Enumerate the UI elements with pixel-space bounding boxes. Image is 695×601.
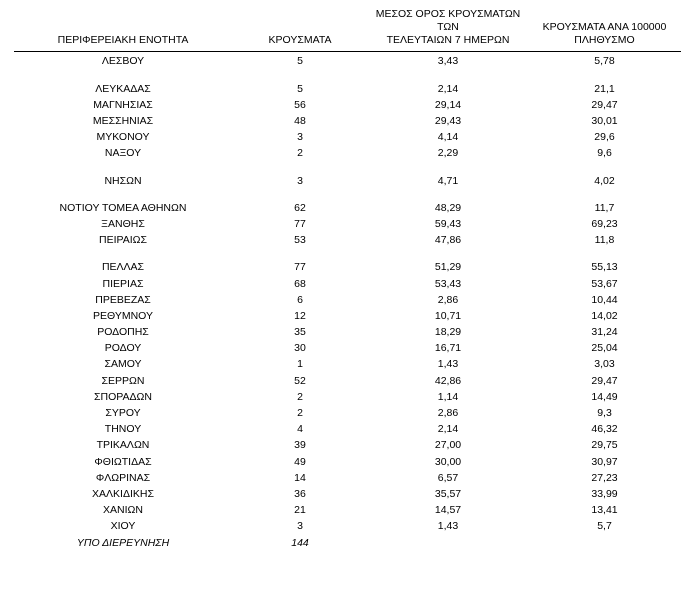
table-row — [14, 81, 681, 97]
cell-cases: 1 — [297, 358, 303, 371]
cell-cases: 68 — [294, 277, 306, 290]
table-body — [14, 52, 681, 551]
cell-per100k: 13,41 — [591, 504, 618, 517]
cell-average7days: 1,43 — [437, 358, 459, 371]
column-header-average7days-line2: ΤΕΛΕΥΤΑΙΩΝ 7 ΗΜΕΡΩΝ — [386, 34, 510, 47]
cell-average7days: 48,29 — [434, 201, 462, 214]
cell-average7days: 30,00 — [434, 455, 462, 468]
cell-average7days: 51,29 — [434, 261, 462, 274]
table-row — [14, 356, 681, 372]
cell-per100k: 30,01 — [591, 115, 618, 127]
table-row — [14, 470, 681, 486]
cell-region: ΣΕΡΡΩΝ — [101, 374, 145, 387]
cell-per100k: 30,97 — [591, 455, 618, 468]
table-spacer-row — [14, 248, 681, 259]
column-header-region: ΠΕΡΙΦΕΡΕΙΑΚΗ ΕΝΟΤΗΤΑ — [14, 6, 232, 52]
cell-cases: 2 — [297, 390, 303, 403]
table-row — [14, 200, 681, 216]
cell-average7days: 10,71 — [434, 309, 462, 322]
cell-per100k: 5,78 — [594, 55, 615, 68]
column-header-per100k-line2: ΠΛΗΘΥΣΜΟ — [574, 34, 635, 47]
cell-per100k: 29,6 — [594, 131, 615, 144]
cell-cases: 4 — [297, 423, 303, 436]
cell-region: ΠΙΕΡΙΑΣ — [102, 277, 144, 290]
cell-per100k: 21,1 — [594, 82, 615, 95]
cell-region: ΜΥΚΟΝΟΥ — [96, 131, 150, 144]
cell-region: ΡΕΘΥΜΝΟΥ — [92, 309, 153, 322]
cell-average7days: 47,86 — [434, 234, 462, 247]
cell-average7days: 2,86 — [437, 293, 459, 306]
cell-region: ΤΡΙΚΑΛΩΝ — [96, 439, 150, 452]
table-row — [14, 216, 681, 232]
cell-region: ΞΑΝΘΗΣ — [101, 217, 145, 230]
cell-region: ΠΡΕΒΕΖΑΣ — [95, 293, 151, 306]
cell-average7days: 18,29 — [434, 326, 462, 339]
table-row — [14, 437, 681, 453]
table-spacer-row — [14, 189, 681, 200]
cell-average7days: 4,71 — [437, 174, 459, 187]
table-row — [14, 259, 681, 275]
cell-region: ΛΕΣΒΟΥ — [101, 55, 145, 68]
cell-average7days: 2,29 — [437, 147, 459, 160]
cell-cases: 30 — [294, 342, 306, 355]
column-header-per100k — [528, 6, 681, 52]
cell-average7days: 53,43 — [434, 277, 462, 290]
cell-per100k: 5,7 — [597, 520, 612, 533]
cell-region: ΦΘΙΩΤΙΔΑΣ — [94, 455, 152, 468]
table-row — [14, 275, 681, 291]
cell-per100k: 14,02 — [591, 309, 618, 322]
cell-region: ΧΙΟΥ — [110, 520, 136, 533]
cell-region: ΧΑΝΙΩΝ — [103, 504, 143, 517]
cell-cases: 56 — [294, 98, 306, 111]
cell-region: ΣΑΜΟΥ — [104, 358, 142, 371]
cell-cases: 12 — [294, 309, 306, 322]
cell-average7days: 27,00 — [434, 439, 462, 452]
cell-per100k: 9,6 — [597, 147, 612, 160]
cell-per100k: 33,99 — [591, 487, 618, 500]
cell-cases: 77 — [294, 261, 306, 274]
spacer-cell — [14, 248, 681, 259]
cell-region: ΧΑΛΚΙΔΙΚΗΣ — [92, 487, 154, 500]
cell-cases: 5 — [297, 82, 303, 95]
cell-region: ΠΕΛΛΑΣ — [101, 261, 145, 274]
cell-cases: 77 — [294, 217, 306, 230]
cell-average7days: 29,43 — [434, 115, 462, 127]
cell-average7days: 3,43 — [437, 55, 459, 68]
cell-average7days: 2,14 — [437, 82, 459, 95]
cell-per100k: 31,24 — [591, 326, 618, 339]
cell-per100k: 9,3 — [597, 407, 612, 419]
table-row — [14, 389, 681, 405]
spacer-cell — [14, 162, 681, 173]
cell-cases: 48 — [294, 115, 306, 127]
table-row — [14, 454, 681, 470]
spacer-cell — [14, 189, 681, 200]
cell-per100k: 29,75 — [591, 439, 618, 452]
table-row — [14, 534, 681, 550]
table-row — [14, 340, 681, 356]
cell-per100k: 14,49 — [591, 390, 618, 403]
spacer-cell — [14, 70, 681, 81]
table-row — [14, 518, 681, 534]
table-row — [14, 421, 681, 437]
cell-per100k: 11,7 — [594, 201, 615, 214]
cell-region: ΡΟΔΟΠΗΣ — [97, 326, 149, 339]
cell-cases: 144 — [291, 536, 309, 549]
cell-average7days: 1,14 — [437, 390, 459, 403]
table-header — [14, 6, 681, 52]
cell-per100k: 69,23 — [591, 217, 618, 230]
cell-per100k: 53,67 — [591, 277, 618, 290]
column-header-average7days-line1: ΜΕΣΟΣ ΟΡΟΣ ΚΡΟΥΣΜΑΤΩΝ ΤΩΝ — [375, 8, 521, 34]
cell-cases: 35 — [294, 326, 306, 339]
cell-region: ΝΑΞΟΥ — [104, 147, 142, 160]
cell-per100k: 10,44 — [591, 293, 618, 306]
table-row — [14, 405, 681, 421]
table-row — [14, 173, 681, 189]
cell-average7days — [368, 534, 528, 550]
cell-per100k: 29,47 — [591, 374, 618, 387]
cell-per100k: 11,8 — [594, 234, 615, 247]
cell-average7days: 2,14 — [437, 423, 459, 436]
cell-cases: 14 — [294, 471, 306, 484]
cell-per100k: 29,47 — [591, 98, 618, 111]
cell-cases: 6 — [297, 293, 303, 306]
cell-region: ΦΛΩΡΙΝΑΣ — [95, 471, 151, 484]
cell-cases: 21 — [294, 504, 306, 517]
cell-region: ΜΑΓΝΗΣΙΑΣ — [93, 98, 153, 111]
cell-per100k: 27,23 — [591, 471, 618, 484]
table-row — [14, 502, 681, 518]
cell-cases: 53 — [294, 234, 306, 247]
cell-per100k: 46,32 — [591, 423, 618, 436]
cell-average7days: 29,14 — [434, 98, 462, 111]
table-row — [14, 232, 681, 248]
cell-per100k: 25,04 — [591, 342, 618, 355]
cell-per100k — [528, 534, 681, 550]
cell-average7days: 6,57 — [437, 471, 459, 484]
column-header-cases: ΚΡΟΥΣΜΑΤΑ — [232, 6, 368, 52]
cell-region: ΛΕΥΚΑΔΑΣ — [95, 82, 151, 95]
table-row — [14, 486, 681, 502]
cell-average7days: 16,71 — [434, 342, 462, 355]
table-row — [14, 52, 681, 70]
cell-region: ΣΥΡΟΥ — [105, 407, 141, 419]
cases-table — [14, 6, 681, 551]
cell-cases: 3 — [297, 520, 303, 533]
cell-region: ΡΟΔΟΥ — [104, 342, 142, 355]
cell-cases: 5 — [297, 55, 303, 68]
cell-cases: 49 — [294, 455, 306, 468]
cell-average7days: 4,14 — [437, 131, 459, 144]
cell-cases: 2 — [297, 147, 303, 160]
cell-per100k: 55,13 — [591, 261, 618, 274]
cell-average7days: 59,43 — [434, 217, 462, 230]
cell-region: ΠΕΙΡΑΙΩΣ — [99, 234, 147, 247]
cell-region: ΝΟΤΙΟΥ ΤΟΜΕΑ ΑΘΗΝΩΝ — [59, 201, 187, 214]
cell-region: ΤΗΝΟΥ — [104, 423, 142, 436]
cell-average7days: 2,86 — [437, 407, 459, 419]
cell-average7days: 35,57 — [434, 487, 462, 500]
cell-cases: 52 — [294, 374, 306, 387]
cell-region: ΣΠΟΡΑΔΩΝ — [94, 390, 152, 403]
table-header-row — [14, 6, 681, 52]
table-row — [14, 129, 681, 145]
cell-region: ΜΕΣΣΗΝΙΑΣ — [92, 115, 154, 127]
table-row — [14, 373, 681, 389]
cell-per100k: 3,03 — [594, 358, 615, 371]
cell-cases: 62 — [294, 201, 306, 214]
column-header-average7days — [368, 6, 528, 52]
table-row — [14, 145, 681, 161]
cell-region: ΝΗΣΩΝ — [104, 174, 142, 187]
cell-cases: 2 — [297, 407, 303, 419]
cell-average7days: 42,86 — [434, 374, 462, 387]
cell-cases: 3 — [297, 131, 303, 144]
table-row — [14, 324, 681, 340]
cell-average7days: 14,57 — [434, 504, 462, 517]
cell-cases: 39 — [294, 439, 306, 452]
cell-region: ΥΠΟ ΔΙΕΡΕΥΝΗΣΗ — [76, 536, 170, 549]
table-spacer-row — [14, 70, 681, 81]
table-row — [14, 113, 681, 129]
cell-cases: 3 — [297, 174, 303, 187]
table-row — [14, 97, 681, 113]
cell-per100k: 4,02 — [594, 174, 615, 187]
cell-average7days: 1,43 — [437, 520, 459, 533]
column-header-per100k-line1: ΚΡΟΥΣΜΑΤΑ ΑΝΑ 100000 — [542, 21, 667, 34]
table-row — [14, 292, 681, 308]
table-row — [14, 308, 681, 324]
table-spacer-row — [14, 162, 681, 173]
cell-cases: 36 — [294, 487, 306, 500]
